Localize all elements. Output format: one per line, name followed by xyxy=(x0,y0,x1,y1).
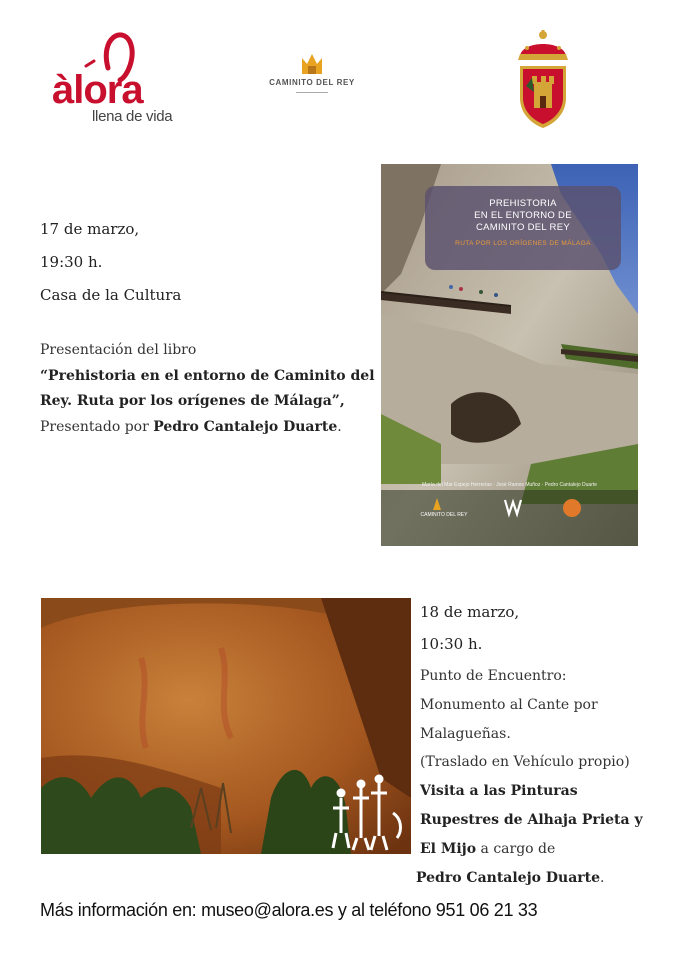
event-1-presenter: Presentado por Pedro Cantalejo Duarte. xyxy=(40,418,342,435)
presenter-name: Pedro Cantalejo Duarte xyxy=(153,418,338,435)
book-title-line-1: PREHISTORIA xyxy=(489,198,557,209)
book-title-line-3: CAMINITO DEL REY xyxy=(475,222,570,233)
book-publisher-logos xyxy=(381,490,638,530)
event-1-intro: Presentación del libro xyxy=(40,342,197,358)
rock-art-image xyxy=(41,598,411,854)
event-1-book-title: “Prehistoria en el entorno de Caminito del Rey. Ruta por los orígenes de Málaga”, xyxy=(40,367,375,409)
transport-note: (Traslado en Vehículo propio) xyxy=(420,754,630,771)
event-1-time: 19:30 h. xyxy=(40,253,103,271)
visit-line-1: Visita a las Pinturas xyxy=(420,783,578,800)
meeting-place-2: Malagueñas. xyxy=(420,725,511,742)
coat-of-arms xyxy=(512,26,574,130)
visit-line-2: Rupestres de Alhaja Prieta y xyxy=(420,811,643,828)
guide-line: Pedro Cantalejo Duarte. xyxy=(416,869,605,886)
event-1-place: Casa de la Cultura xyxy=(40,286,182,304)
event-2-time: 10:30 h. xyxy=(420,635,483,653)
event-1 xyxy=(40,213,375,440)
contact-footer: Más información en: museo@alora.es y al teléfono 951 06 21 33 xyxy=(40,900,538,920)
rock-painting-photo xyxy=(41,598,411,854)
event-1-description xyxy=(40,338,375,440)
coat-of-arms-icon xyxy=(512,26,574,130)
book-caminito-logo: CAMINITO DEL REY xyxy=(420,512,468,518)
book-title-box xyxy=(425,186,621,270)
book-title-line-2: EN EL ENTORNO DE xyxy=(474,210,572,221)
visit-line-3: El Mijo a cargo de xyxy=(420,840,556,857)
alora-tagline: llena de vida xyxy=(92,108,173,125)
event-2 xyxy=(416,596,660,892)
book-cover-image xyxy=(381,164,638,546)
event-2-date: 18 de marzo, xyxy=(420,603,520,621)
caminito-rule xyxy=(296,92,328,93)
meeting-place-1: Monumento al Cante por xyxy=(420,696,598,713)
caminito-wordmark: CAMINITO DEL REY xyxy=(269,78,355,87)
crown-icon xyxy=(262,52,362,76)
book-authors: María del Mar Espejo Herrerías · José Ramos Muñoz · Pedro Cantalejo Duarte xyxy=(421,482,598,488)
alora-logo xyxy=(50,28,185,128)
book-footer-band xyxy=(381,490,638,546)
caminito-logo xyxy=(262,52,362,94)
meeting-label: Punto de Encuentro: xyxy=(420,668,567,684)
event-1-date: 17 de marzo, xyxy=(40,220,140,238)
event-2-details xyxy=(416,662,660,892)
book-subtitle: RUTA POR LOS ORÍGENES DE MÁLAGA xyxy=(455,240,591,247)
alora-wordmark: àlora xyxy=(52,68,143,112)
